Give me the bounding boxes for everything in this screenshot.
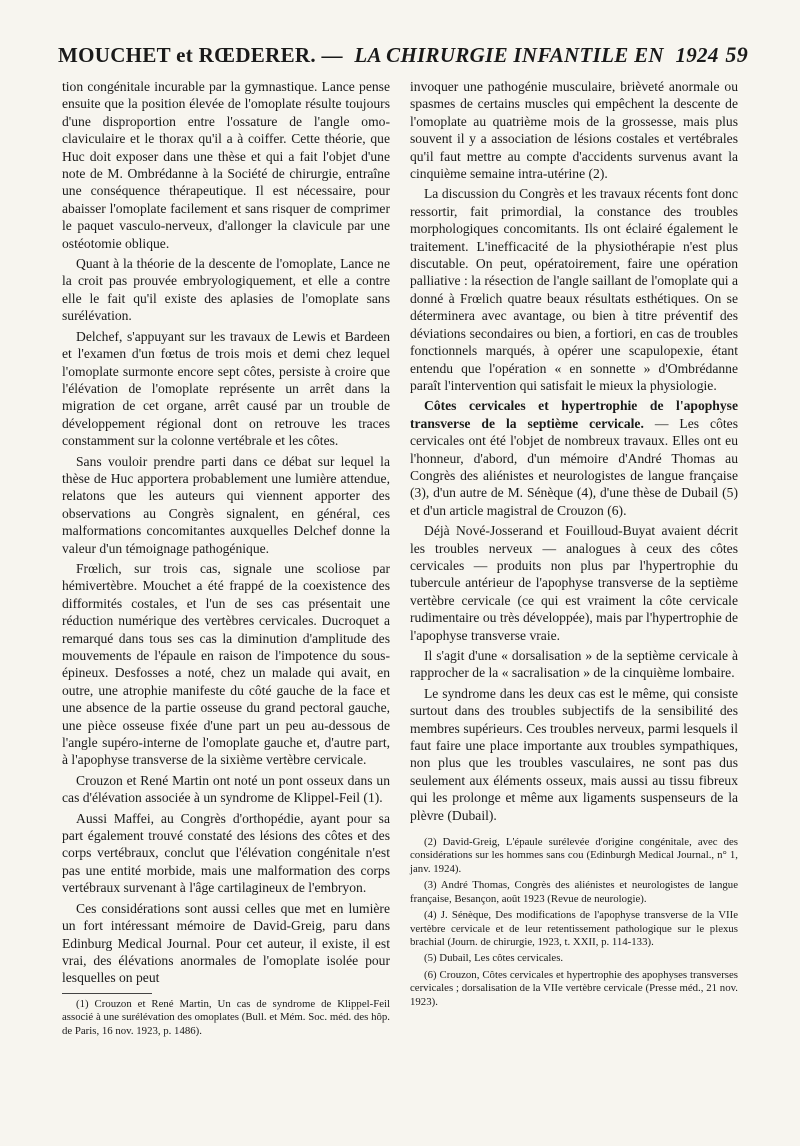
paragraph: Le syndrome dans les deux cas est le même, qui consiste surtout dans des troubles subjectifs de la sensibilité des membres supérieurs. Ces troubles nerveux, parmi lesquels il faut faire une place importante aux troubles sympathiques, non plus que les troubles vasculaires, ne sont pas dus seulement aux éléments osseux, mais aussi au tissu fibreux qui les prolonge et même aux ligaments suspenseurs de la plèvre (Dubail).	[410, 685, 738, 823]
section-heading: Côtes cervicales et hypertrophie de l'apophyse transverse de la septième cervicale.	[410, 398, 738, 431]
paragraph: Crouzon et René Martin ont noté un pont osseux dans un cas d'élévation associée à un syndrome de Klippel-Feil (1).	[62, 772, 390, 806]
header-journal-title: LA CHIRURGIE INFANTILE EN	[354, 43, 664, 67]
footnote-rule	[62, 993, 152, 994]
paragraph: Il s'agit d'une « dorsalisation » de la septième cervicale à rapprocher de la « sacralisation » de la cinquième lombaire.	[410, 648, 738, 681]
running-header	[58, 42, 748, 68]
header-authors: MOUCHET et RŒDERER. —	[58, 43, 343, 67]
paragraph: Ces considérations sont aussi celles que met en lumière un fort intéressant mémoire de David-Greig, paru dans Edinburg Medical Journal. Pour cet auteur, il existe, il est vrai, des élévations anormales de l'omoplate isolée pour lesquelles on peut	[62, 900, 390, 986]
paragraph: Aussi Maffei, au Congrès d'orthopédie, ayant pour sa part également trouvé constaté des lésions des côtes et des corps vertébraux, conclut que l'élévation congénitale n'est pas une entité morbide, mais une malformation des corps vertébraux survenant à l'âge cartilagineux de l'embryon.	[62, 810, 390, 896]
footnote: (4) J. Sénèque, Des modifications de l'apophyse transverse de la VIIe vertèbre cervicale et de leur retentissement pathologique sur le plexus brachial (Journ. de chirurgie, 1923, t. XXII, p. 114-133).	[410, 909, 738, 948]
left-column	[62, 78, 390, 1041]
paragraph: invoquer une pathogénie musculaire, brièveté anormale ou spasmes de certains muscles qui empêchent la descente de l'omoplate au quatrième mois de la grossesse, mais plus souvent il y a association de lésions costales et vertébrales qu'il faut mettre au compte d'accidents survenus avant la cinquième semaine intra-utérine (2).	[410, 79, 738, 182]
section-text: — Les côtes cervicales ont été l'objet de nombreux travaux. Elles ont eu l'honneur, d'abord, d'un mémoire d'André Thomas au Congrès des aliénistes et neurologistes de langue française (3), d'un autre de M. Sénèque (4), d'une thèse de Dubail (5) et d'un article magistral de Crouzon (6).	[410, 415, 738, 518]
paragraph: La discussion du Congrès et les travaux récents font donc ressortir, fait primordial, la constance des troubles morphologiques concomitants. Ils ont éclairé également le traitement. L'inefficacité de la physiothérapie n'est plus discutable. On peut, opératoirement, faire une opération palliative : la résection de l'angle saillant de l'omoplate qui a donné à Frœlich quatre beaux résultats esthétiques. On se déterminera avec avantage, ou bien à titre préventif des déviations secondaires ou bien, a fortiori, en cas de troubles fonctionnels marqués, à opérer une scapulopexie, étant entendu que l'opération « en sonnette » d'Ombrédanne paraît l'intervention qui satisfait le mieux la physiologie.	[410, 186, 739, 393]
paragraph: Delchef, s'appuyant sur les travaux de Lewis et Bardeen et l'examen d'un fœtus de trois mois et demi chez lequel l'omoplate surmonte encore sept côtes, persiste à croire que l'élévation de l'omoplate représente un arrêt dans la migration de cet organe, arrêt causé par un trouble de développement régional dont on retrouve les traces constamment sur la colonne vertébrale et les côtes.	[62, 328, 390, 449]
footnote: (6) Crouzon, Côtes cervicales et hypertrophie des apophyses transverses cervicales ; dorsalisation de la VIIe vertèbre cervicale (Presse méd., 21 nov. 1923).	[410, 968, 738, 1008]
footnote: (3) André Thomas, Congrès des aliénistes et neurologistes de langue française, Besançon, août 1923 (Revue de neurologie).	[410, 879, 738, 905]
footnote: (5) Dubail, Les côtes cervicales.	[424, 952, 564, 965]
section-paragraph	[410, 397, 738, 519]
header-title	[58, 43, 719, 68]
paragraph: tion congénitale incurable par la gymnastique. Lance pense ensuite que la position élevée de l'omoplate résulte toujours d'une disproportion entre l'ossature de l'angle omo-claviculaire et le thorax qu'il a à coiffer. Cette théorie, que Huc doit exposer dans une thèse et qui a fait l'objet d'une note de M. Ombrédanne à la Société de chirurgie, entraîne une conséquence thérapeutique. Il est nécessaire, pour abaisser l'omoplate facilement et sans risquer de comprimer le paquet vasculo-nerveux, d'allonger la clavicule par une ostéotomie oblique.	[62, 79, 390, 251]
paragraph: Quant à la théorie de la descente de l'omoplate, Lance ne la croit pas prouvée embryologiquement, et elle a contre elle le fait qu'il existe des aplasies de l'omoplate sans surélévation.	[62, 256, 390, 324]
header-year: 1924	[675, 43, 719, 67]
footnotes-block	[410, 836, 738, 1009]
right-column	[410, 78, 738, 1012]
footnote: (1) Crouzon et René Martin, Un cas de syndrome de Klippel-Feil associé à une surélévation des omoplates (Bull. et Mém. Soc. méd. des hôp. de Paris, 16 nov. 1923, p. 1486).	[62, 997, 390, 1037]
footnote: (2) David-Greig, L'épaule surélevée d'origine congénitale, avec des considérations sur les hommes sans cou (Edinburgh Medical Journal., n° 1, janv. 1924).	[410, 836, 738, 875]
paragraph: Sans vouloir prendre parti dans ce débat sur lequel la thèse de Huc apportera probablement une lumière attendue, relatons que les auteurs qui viennent apporter des observations au Congrès signalent, en général, ces malformations concomitantes auxquelles Delchef donne la valeur d'un témoignage pathogénique.	[62, 453, 390, 556]
paragraph: Frœlich, sur trois cas, signale une scoliose par hémivertèbre. Mouchet a été frappé de la coexistence des difformités costales, et l'un de ses cas présentait une réduction numérique des vertèbres cervicales. Ducroquet a remarqué dans tous ses cas la diminution d'amplitude des mouvements de l'épaule en raison de l'impotence du sous-épineux. Desfosses a noté, chez un malade qui avait, en outre, une atrophie manifeste du côté gauche de la face et une absence de la partie osseuse du grand pectoral gauche, une pièce osseuse fixée d'une part un peu au-dessous de l'angle supéro-interne de l'omoplate gauche et, d'autre part, à l'apophyse transverse de la sixième vertèbre cervicale.	[62, 560, 390, 768]
page-number: 59	[725, 42, 748, 67]
paragraph: Déjà Nové-Josserand et Fouilloud-Buyat avaient décrit les troubles nerveux — analogues à ceux des côtes cervicales — produits non plus par l'hypertrophie du tubercule antérieur de l'apophyse transverse de la septième vertèbre cervicale (ce qui est vraiment la côte cervicale rudimentaire ou très développée), mais par l'hypertrophie de l'apophyse transverse vraie.	[410, 523, 738, 643]
